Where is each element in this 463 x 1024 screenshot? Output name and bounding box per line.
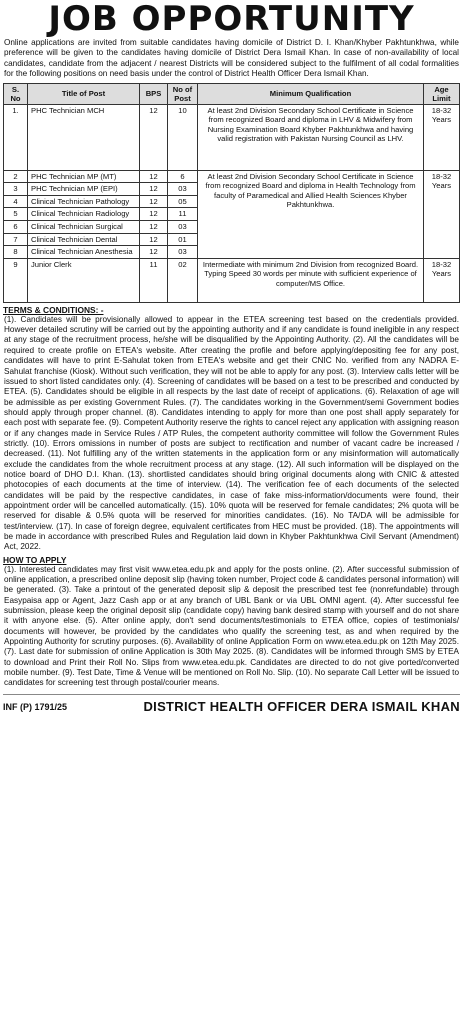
cell-sno: 1. <box>4 104 28 170</box>
cell-qualification: At least 2nd Division Secondary School Certificate in Science from recognized Board and diploma in LHV & Midwifery from Nursing Examination Board Khyber Pakhtunkhwa and having valid registration with Pakistan Nursing Council as LHV. <box>198 104 424 170</box>
table-row <box>4 258 460 302</box>
posts-table <box>3 83 460 303</box>
intro-paragraph: Online applications are invited from suitable candidates having domicile of District D. I. Khan/Khyber Pakhtunkhwa, while preference will be given to the candidates having domicile of District Dera Ismail Khan. In case of non-availability of local candidates, candidate from the adjacent / nearest Districts will be considered subject to the fulfilment of all codal formalities for the following positions on need basis under the control of District Health Officer Dera Ismail Khan. <box>4 38 459 79</box>
cell-bps: 12 <box>140 233 168 246</box>
header-posts: No of Post <box>168 83 198 104</box>
cell-posts: 01 <box>168 233 198 246</box>
cell-bps: 12 <box>140 104 168 170</box>
cell-sno: 7 <box>4 233 28 246</box>
cell-posts: 05 <box>168 195 198 208</box>
cell-title: PHC Technician MCH <box>28 104 140 170</box>
cell-title: Junior Clerk <box>28 258 140 302</box>
cell-posts: 11 <box>168 208 198 221</box>
cell-title: Clinical Technician Surgical <box>28 221 140 234</box>
cell-qualification: At least 2nd Division Secondary School Certificate in Science from recognized Board and diploma in Health Technology from faculty of Paramedical and Allied Health Sciences Khyber Pakhtunkhwa. <box>198 170 424 258</box>
how-to-apply-heading: HOW TO APPLY <box>3 554 67 565</box>
cell-sno: 4 <box>4 195 28 208</box>
header-sno: S. No <box>4 83 28 104</box>
cell-bps: 12 <box>140 246 168 259</box>
cell-qualification: Intermediate with minimum 2nd Division from recognized Board. Typing Speed 30 words per minute with sufficient experience of computer/MS Office. <box>198 258 424 302</box>
cell-title: Clinical Technician Anesthesia <box>28 246 140 259</box>
cell-sno: 3 <box>4 183 28 196</box>
cell-posts: 10 <box>168 104 198 170</box>
cell-bps: 12 <box>140 183 168 196</box>
table-row <box>4 170 460 183</box>
cell-sno: 5 <box>4 208 28 221</box>
cell-title: Clinical Technician Dental <box>28 233 140 246</box>
header-qualification: Minimum Qualification <box>198 83 424 104</box>
cell-sno: 2 <box>4 170 28 183</box>
cell-title: PHC Technician MP (EPI) <box>28 183 140 196</box>
cell-bps: 12 <box>140 208 168 221</box>
cell-sno: 8 <box>4 246 28 259</box>
table-header-row <box>4 83 460 104</box>
cell-posts: 03 <box>168 246 198 259</box>
terms-text: (1). Candidates will be provisionally allowed to appear in the ETEA screening test based on the credentials provided. However detailed scrutiny will be carried out by the appointing authority and if any candidate is found ineligible in any respect at any stage of the recruitment process, he/she will be disqualified by the Appointing Authority. (2). All the candidates will be required to create profile on ETEA's website. After creating the profile and before applying/depositing fee for any post, candidates will have to print E-Sahulat token from ETEA's website and get their CNIC No. verified from any NADRA E-Sahulat franchise (Kiosk). Without such verification, they will not be able to apply for any post. (3). Interview calls letter will be issued to short listed candidates only. (4). Screening of candidates will be based on a test to be prescribed and conducted by ETEA. (5). Candidates should be eligible in all respects by the last date of receipt of applications. (6). Relaxation of age will be admissible as per existing Government Rules. (7). The candidates working in the Government/semi Government bodies should apply through proper channel. (8). Candidates intending to apply for more than one post shall apply separately for each post with separate fee. (9). Competent Authority reserve the rights to cancel reject any application with assigning reason or if any changes made in Service Rules / ATP Rules, the competent authority committee will follow the Government Rules strictly. (10). Errors omissions in number of posts are subject to rectification and number of vacant cadre be increased / decreased. (11). Not fulfilling any of the written statements in the application form or any misinformation will automatically exclude the candidates from the whole recruitment process at any stage. (12). All such information will be displayed on the notice board of DHO D.I. Khan. (13). shortlisted candidates should bring original documents along with CNIC & attested photocopies of each documents at the time of interview. (14). The verification fee of each documents of the selected candidates will be paid by the respective candidates, in case of fake miss-information/documents were found, their appointment order will be cancelled automatically. (15). 10% quota will be reserved for female candidates; 2% quota will be reserved for disable & 0.5% quota will be reserved for minorities candidates. (16). No TA/DA will be admissible for test/interview. (17). In case of foreign degree, equivalent certificates from HEC must be provided. (18). The appointments will be made in accordance with prescribed Rules and Regulation laid down in Khyber Pakhtunkhwa Civil Servant (Amendment) Act, 2022. <box>4 314 459 552</box>
cell-posts: 03 <box>168 183 198 196</box>
cell-sno: 9 <box>4 258 28 302</box>
cell-bps: 12 <box>140 195 168 208</box>
how-to-apply-text: (1). Interested candidates may first visit www.etea.edu.pk and apply for the posts online. (2). After successful submission of online application, a prescribed online deposit slip (having token number, Project code & candidates personal information) will be generated. (3). Take a printout of the generated deposit slip & deposit the prescribed test fee (nonrefundable) through Easypaisa app or Agent, Jazz Cash app or at any branch of UBL Bank or via UBL OMNI agent. (4). After successful fee submission, please keep the original deposit slip (candidate copy) having bank desired stamp with yourself and do not share it with anyone else. (5). After online apply, don't send documents/testimonials to ETEA office, copies of testimonials/ documents will however, be provided by the candidates who qualify the screening test, as and when required by the Appointing Authority for scrutiny purposes. (6). Availability of online Application Form on www.etea.edu.pk on 12th May 2025. (7). Last date for submission of online Application is 30th May 2025. (8). Candidates will be informed through SMS by ETEA to download and Print their Roll No. Slips from www.etea.edu.pk. Candidates are directed to do not give ported/converted mobile number. (9). Test Date, Time & Venue will be mentioned on Roll No. Slip. (10). No separate Call Letter will be issued to candidates for screening test through postal/courier means. <box>4 564 459 688</box>
cell-title: PHC Technician MP (MT) <box>28 170 140 183</box>
table-row <box>4 104 460 170</box>
inf-number: INF (P) 1791/25 <box>3 701 68 712</box>
header-age: Age Limit <box>424 83 460 104</box>
terms-heading: TERMS & CONDITIONS: - <box>3 304 104 315</box>
cell-sno: 6 <box>4 221 28 234</box>
cell-bps: 12 <box>140 221 168 234</box>
cell-age: 18-32 Years <box>424 258 460 302</box>
issuing-authority: DISTRICT HEALTH OFFICER DERA ISMAIL KHAN <box>143 699 460 715</box>
cell-title: Clinical Technician Pathology <box>28 195 140 208</box>
header-bps: BPS <box>140 83 168 104</box>
cell-bps: 11 <box>140 258 168 302</box>
footer <box>3 694 460 716</box>
cell-bps: 12 <box>140 170 168 183</box>
header-title: Title of Post <box>28 83 140 104</box>
page-title: JOB OPPORTUNITY <box>48 0 415 39</box>
cell-posts: 02 <box>168 258 198 302</box>
cell-posts: 6 <box>168 170 198 183</box>
cell-title: Clinical Technician Radiology <box>28 208 140 221</box>
cell-age: 18-32 Years <box>424 170 460 258</box>
cell-posts: 03 <box>168 221 198 234</box>
cell-age: 18-32 Years <box>424 104 460 170</box>
